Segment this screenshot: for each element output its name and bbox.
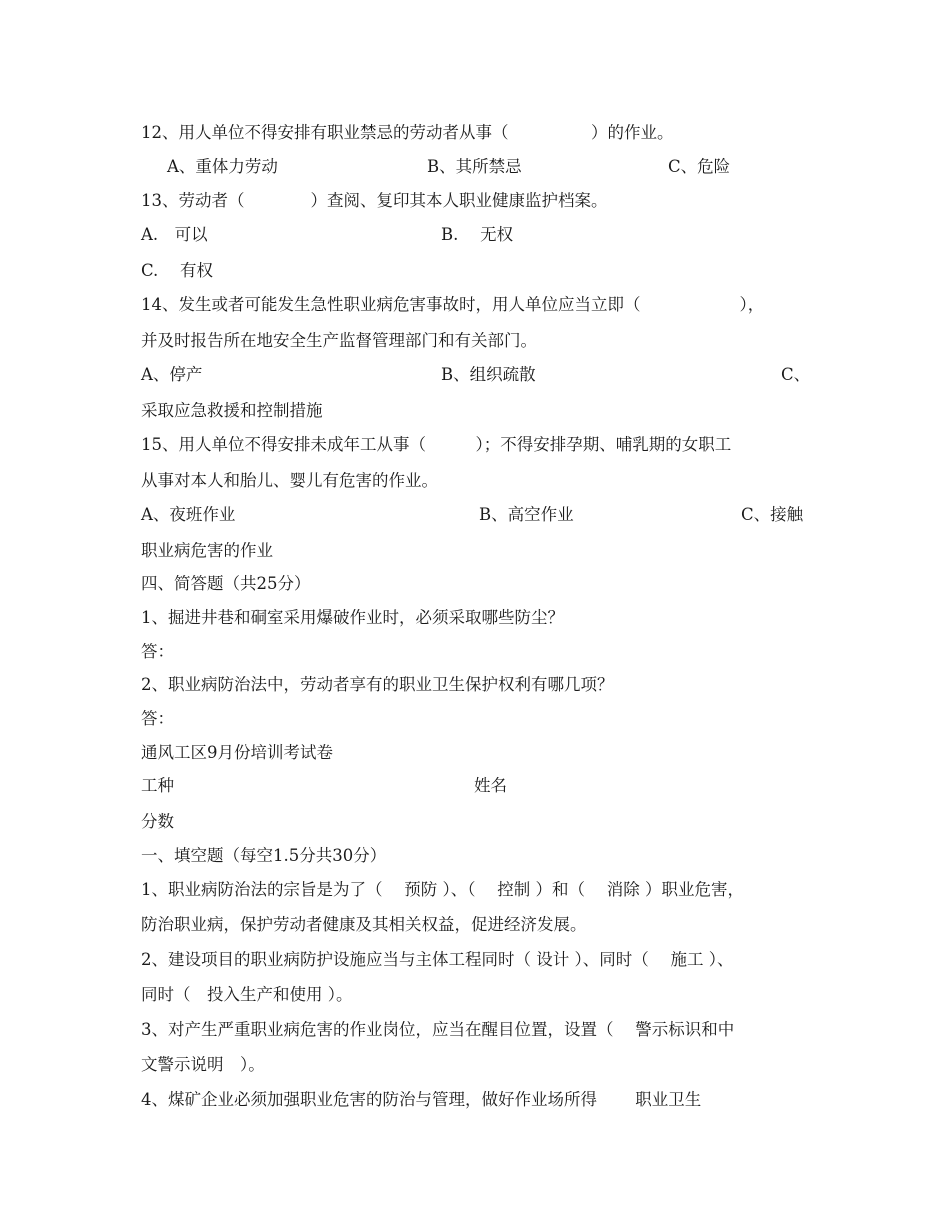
fill2-line2: 同时（ 投入生产和使用 ）。	[141, 985, 353, 1004]
fill3-line2: 文警示说明 ）。	[141, 1055, 265, 1074]
q12-option-c: C、危险	[668, 157, 731, 176]
q14-option-c: C、	[781, 365, 811, 384]
fill4-line1: 4、煤矿企业必须加强职业危害的防治与管理，做好作业场所得 职业卫生	[141, 1090, 702, 1109]
section4-answer2: 答：	[141, 709, 174, 728]
q14-option-b: B、组织疏散	[441, 365, 536, 384]
section4-q1: 1、掘进井巷和硐室采用爆破作业时，必须采取哪些防尘？	[141, 608, 564, 627]
q15-option-a: A、夜班作业	[141, 505, 236, 524]
q13-option-c: C. 有权	[141, 261, 214, 280]
fill1-line2: 防治职业病，保护劳动者健康及其相关权益，促进经济发展。	[141, 915, 587, 934]
q14-stem-line1: 14、发生或者可能发生急性职业病危害事故时，用人单位应当立即（ ），	[141, 295, 765, 314]
score-label: 分数	[141, 812, 174, 831]
q14-stem-line2: 并及时报告所在地安全生产监督管理部门和有关部门。	[141, 331, 537, 350]
q12-option-a: A、重体力劳动	[167, 157, 278, 176]
q13-stem: 13、劳动者（ ）查阅、复印其本人职业健康监护档案。	[141, 191, 608, 210]
name-label: 姓名	[474, 776, 507, 795]
section4-q2: 2、职业病防治法中，劳动者享有的职业卫生保护权利有哪几项？	[141, 675, 614, 694]
q15-option-c: C、接触	[741, 505, 804, 524]
fill1-line1: 1、职业病防治法的宗旨是为了（ 预防 ）、（ 控制 ）和（ 消除 ）职业危害，	[141, 880, 744, 899]
fill3-line1: 3、对产生严重职业病危害的作业岗位，应当在醒目位置，设置（ 警示标识和中	[141, 1020, 735, 1039]
exam-title: 通风工区9月份培训考试卷	[141, 743, 333, 762]
fill2-line1: 2、建设项目的职业病防护设施应当与主体工程同时（ 设计 ）、同时（ 施工 ）、	[141, 950, 734, 969]
q15-option-b: B、高空作业	[479, 505, 574, 524]
q15-option-c-continued: 职业病危害的作业	[141, 541, 273, 560]
q13-option-a: A. 可以	[141, 225, 208, 244]
section4-answer1: 答：	[141, 642, 174, 661]
q12-stem: 12、用人单位不得安排有职业禁忌的劳动者从事（ ）的作业。	[141, 123, 674, 142]
section1-title: 一、填空题（每空1.5分共30分）	[141, 846, 387, 865]
q14-option-c-continued: 采取应急救援和控制措施	[141, 401, 323, 420]
q15-stem-line2: 从事对本人和胎儿、婴儿有危害的作业。	[141, 471, 438, 490]
q14-option-a: A、停产	[141, 365, 203, 384]
q15-stem-line1: 15、用人单位不得安排未成年工从事（ ）；不得安排孕期、哺乳期的女职工	[141, 435, 732, 454]
section4-title: 四、简答题（共25分）	[141, 574, 311, 593]
q12-option-b: B、其所禁忌	[427, 157, 522, 176]
job-label: 工种	[141, 776, 174, 795]
q13-option-b: B. 无权	[441, 225, 514, 244]
